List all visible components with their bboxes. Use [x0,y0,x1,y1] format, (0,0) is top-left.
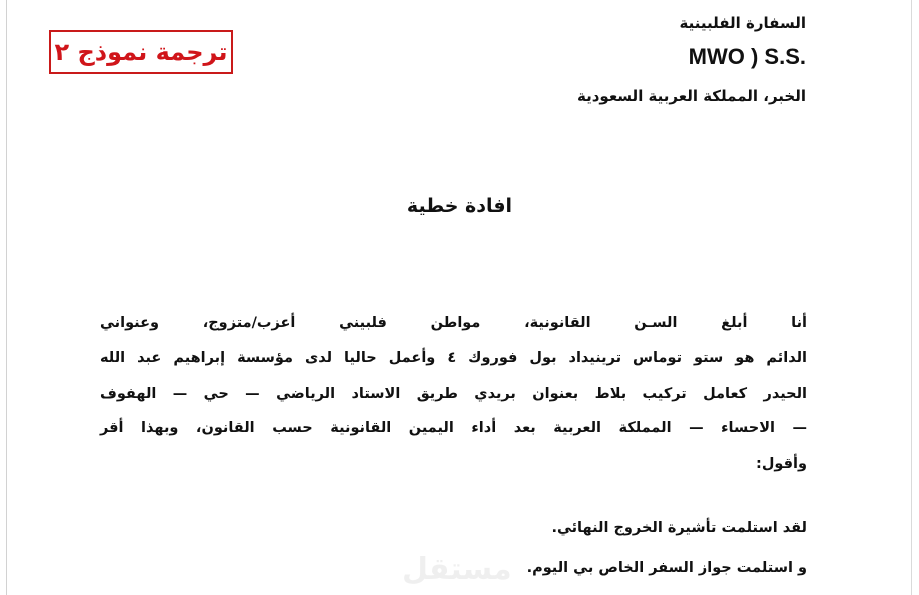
declaration-line-2: الدائم هو ستو توماس ترينيداد بول فوروك ٤ وأعمل حاليا لدى مؤسسة إبراهيم عبد الله [100,350,807,366]
declaration-line-4: — الاحساء — المملكة العربية بعد أداء اليمين القانونية حسب القانون، وبهذا أقر [100,420,807,436]
translation-sample-label: ترجمة نموذج ٢ [49,30,233,74]
office-location: الخبر، المملكة العربية السعودية [577,87,806,105]
page-right-border [911,0,912,595]
declaration-line-1: أنا أبلغ السـن القانونية، مواطن فلبيني أعزب/متزوج، وعنواني [100,315,807,331]
embassy-name: السفارة الفلبينية [679,14,806,32]
site-watermark: مستقل [402,552,512,587]
declaration-line-3: الحيدر كعامل تركيب بلاط بعنوان بريدي طريق الاستاد الرياضي — حي — الهفوف [100,386,807,402]
document-title: افادة خطية [406,195,513,217]
office-code: MWO ) S.S. [688,44,806,69]
statement-exit-visa: لقد استلمت تأشيرة الخروج النهائي. [551,520,807,536]
declaration-line-5: وأقول: [756,456,807,472]
statement-passport: و استلمت جواز السفر الخاص بي اليوم. [526,560,807,576]
page-left-border [6,0,7,595]
